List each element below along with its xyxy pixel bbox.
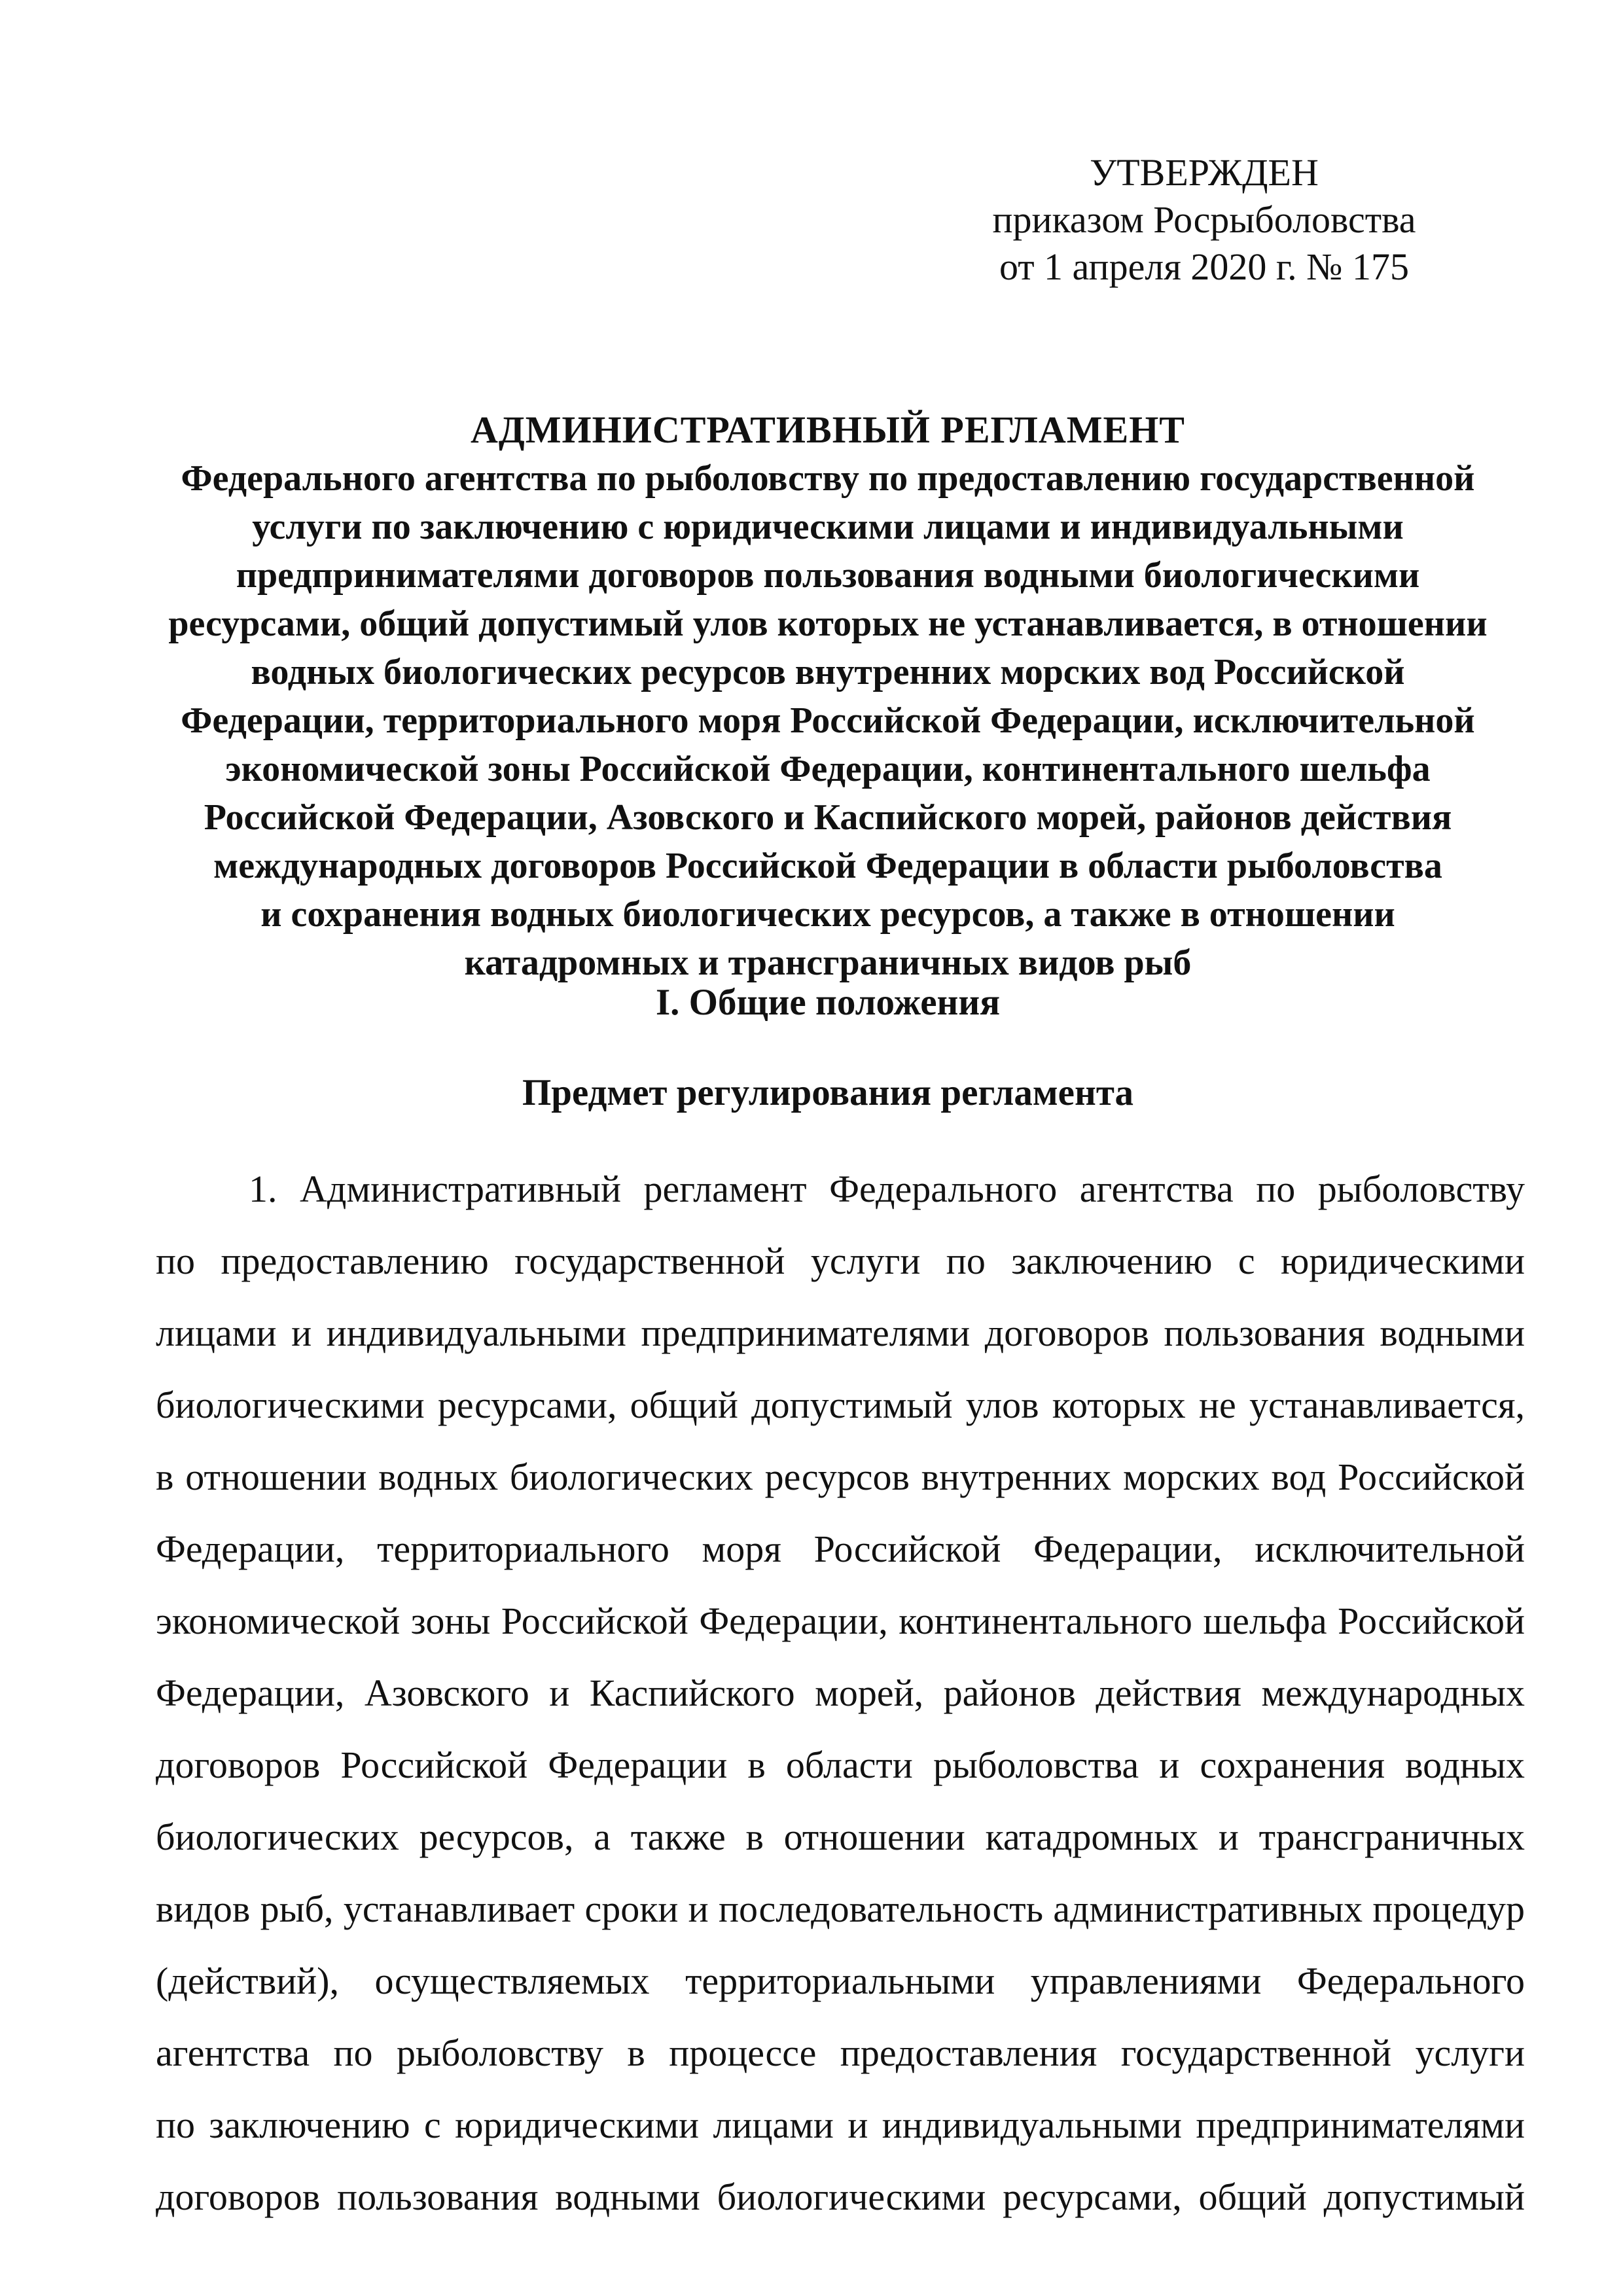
paragraph-line: договоров пользования водными биологическими ресурсами, общий допустимый (156, 2176, 1525, 2218)
title-line: Российской Федерации, Азовского и Каспийского морей, районов действия (204, 797, 1452, 838)
title-line: и сохранения водных биологических ресурсов, а также в отношении (260, 894, 1395, 935)
approval-date: от 1 апреля 2020 г. № 175 (999, 245, 1410, 288)
section-subheading: Предмет регулирования регламента (522, 1072, 1134, 1113)
paragraph-line: договоров Российской Федерации в области рыболовства и сохранения водных (156, 1744, 1525, 1786)
title-line: водных биологических ресурсов внутренних морских вод Российской (251, 652, 1405, 692)
paragraph-line: видов рыб, устанавливает сроки и последовательность административных процедур (156, 1888, 1525, 1930)
paragraph-line: экономической зоны Российской Федерации, континентального шельфа Российской (156, 1600, 1525, 1642)
title-line: предпринимателями договоров пользования водными биологическими (236, 555, 1420, 596)
paragraph-line: биологическими ресурсами, общий допустимый улов которых не устанавливается, (156, 1384, 1525, 1426)
document-title-block (131, 406, 1525, 987)
paragraph-line: лицами и индивидуальными предпринимателями договоров пользования водными (156, 1312, 1525, 1354)
approval-heading: УТВЕРЖДЕН (1090, 151, 1319, 194)
title-line: экономической зоны Российской Федерации, континентального шельфа (225, 749, 1431, 789)
paragraph-line: агентства по рыболовству в процессе предоставления государственной услуги (156, 2032, 1525, 2074)
paragraph-line: по заключению с юридическими лицами и индивидуальными предпринимателями (156, 2104, 1525, 2146)
section-heading: I. Общие положения (655, 982, 1001, 1023)
title-line: международных договоров Российской Федерации в области рыболовства (213, 846, 1442, 886)
document-title: АДМИНИСТРАТИВНЫЙ РЕГЛАМЕНТ (470, 408, 1185, 451)
paragraph-line: 1. Административный регламент Федерального агентства по рыболовству (249, 1168, 1525, 1210)
title-line: Федерации, территориального моря Российской Федерации, исключительной (181, 700, 1475, 741)
title-line: ресурсами, общий допустимый улов которых не устанавливается, в отношении (168, 603, 1488, 644)
paragraph-line: в отношении водных биологических ресурсов внутренних морских вод Российской (156, 1456, 1525, 1498)
title-line: катадромных и трансграничных видов рыб (464, 942, 1192, 983)
title-line: услуги по заключению с юридическими лицами и индивидуальными (252, 507, 1404, 547)
paragraph-line: Федерации, территориального моря Российской Федерации, исключительной (156, 1528, 1525, 1570)
paragraph-line: по предоставлению государственной услуги по заключению с юридическими (156, 1240, 1525, 1282)
approval-order: приказом Росрыболовства (992, 198, 1416, 241)
approval-stamp (975, 149, 1433, 291)
paragraph-line: Федерации, Азовского и Каспийского морей, районов действия международных (156, 1672, 1525, 1714)
paragraph-1 (156, 1153, 1525, 2233)
paragraph-line: (действий), осуществляемых территориальными управлениями Федерального (156, 1960, 1525, 2002)
title-line: Федерального агентства по рыболовству по предоставлению государственной (181, 458, 1475, 499)
paragraph-line: биологических ресурсов, а также в отношении катадромных и трансграничных (156, 1816, 1525, 1858)
